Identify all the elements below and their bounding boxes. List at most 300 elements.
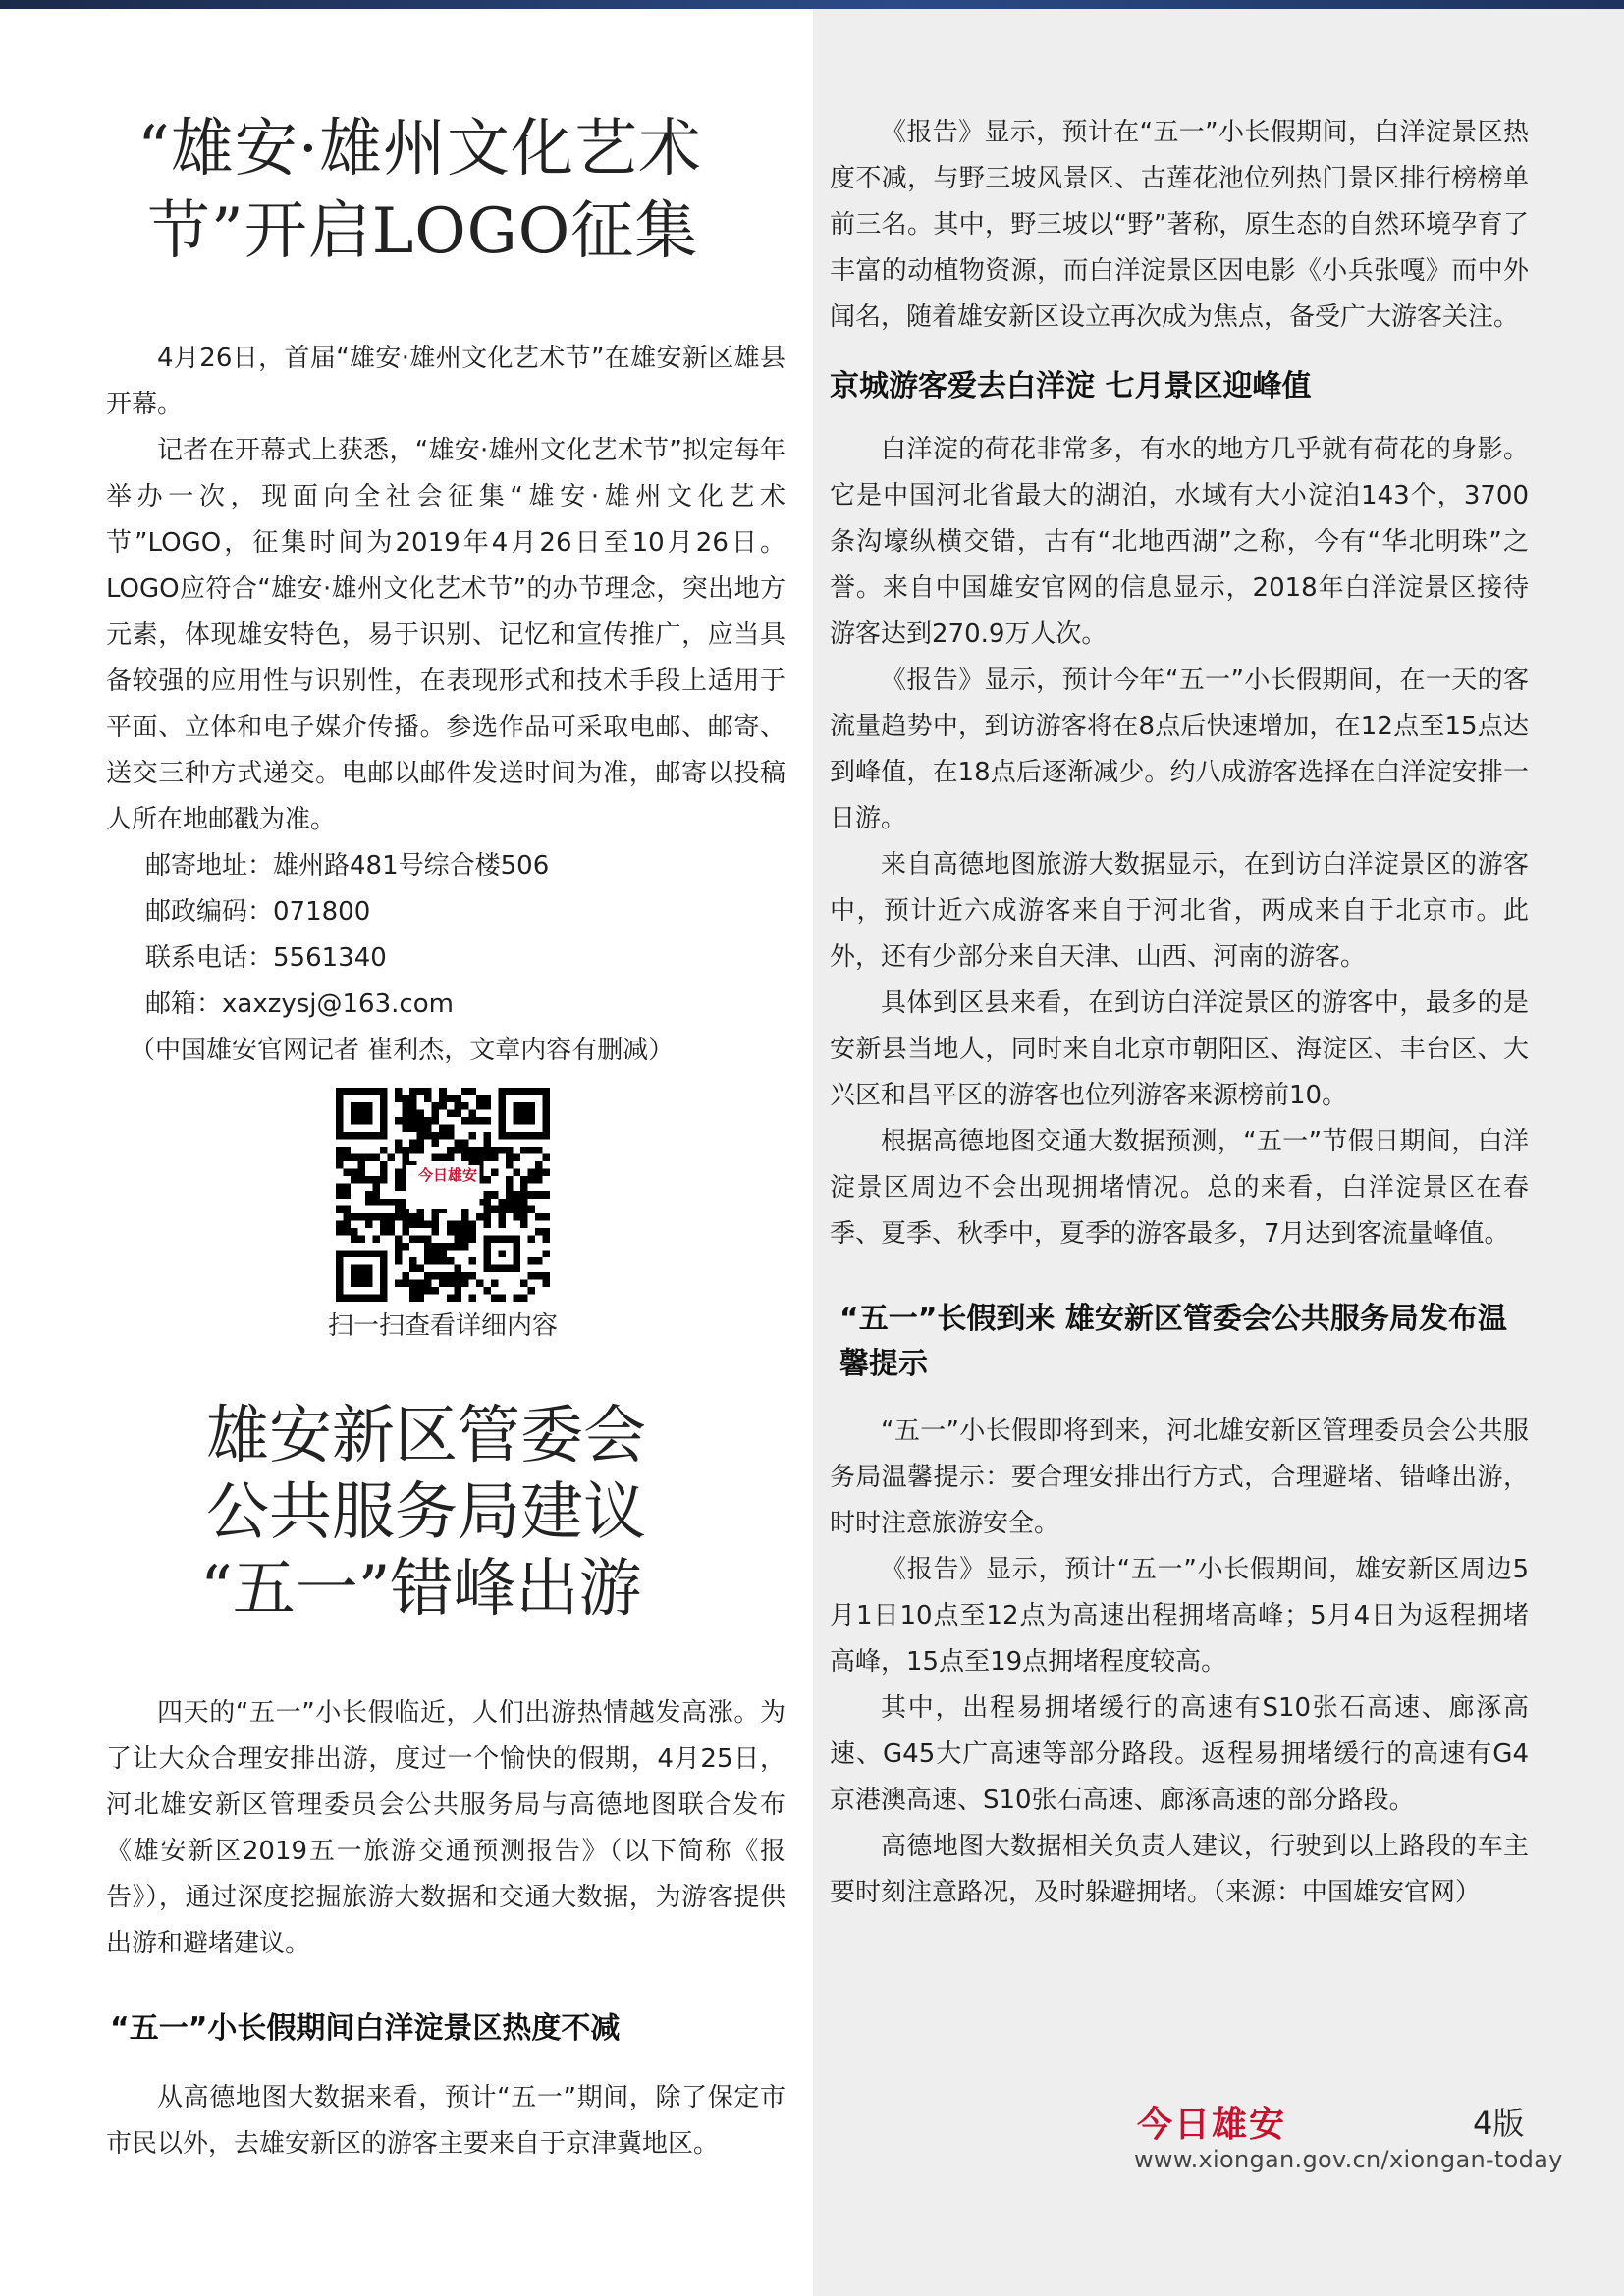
qr-module [483, 1095, 491, 1103]
section3-paragraph: 其中，出程易拥堵缓行的高速有S10张石高速、廊涿高速、G45大广高速等部分路段。返程易拥堵缓行的高速有G4京港澳高速、S10张石高速、廊涿高速的部分路段。 [830, 1693, 1529, 1815]
qr-module [388, 1199, 396, 1206]
qr-module [336, 1154, 344, 1162]
qr-module [506, 1184, 514, 1192]
qr-module [351, 1154, 358, 1162]
qr-module [409, 1213, 417, 1221]
section3-paragraph: 《报告》显示，预计“五一”小长假期间，雄安新区周边5月1日10点至12点为高速出程拥堵高峰；5月4日为返程拥堵高峰，15点至19点拥堵程度较高。 [830, 1555, 1529, 1677]
qr-module [432, 1132, 440, 1140]
qr-module [403, 1243, 410, 1251]
qr-module [388, 1213, 396, 1221]
article1-title [106, 108, 785, 273]
article2-left-body [106, 1690, 785, 2167]
qr-module [520, 1213, 528, 1221]
qr-module [483, 1147, 491, 1154]
article2-title-line2: 公共服务局建议 [206, 1476, 646, 1549]
qr-module [409, 1088, 417, 1095]
qr-module [424, 1235, 432, 1243]
qr-module [527, 1169, 535, 1177]
qr-module [447, 1095, 455, 1103]
article2-title [200, 1398, 646, 1628]
qr-module [535, 1213, 543, 1221]
qr-module [336, 1205, 344, 1213]
qr-module [373, 1176, 381, 1184]
qr-module [365, 1213, 373, 1221]
qr-module [461, 1228, 469, 1236]
qr-module [388, 1228, 396, 1236]
qr-module [468, 1294, 476, 1302]
qr-module [409, 1264, 417, 1272]
qr-module [403, 1228, 410, 1236]
section2-paragraph: 根据高德地图交通大数据预测，“五一”节假日期间，白洋淀景区周边不会出现拥堵情况。总的来看，白洋淀景区在春季、夏季、秋季中，夏季的游客最多，7月达到客流量峰值。 [830, 1127, 1529, 1249]
qr-module [395, 1257, 403, 1265]
qr-module [447, 1132, 455, 1140]
qr-module [432, 1243, 440, 1251]
qr-module [395, 1169, 403, 1177]
qr-module [395, 1184, 403, 1192]
qr-module [373, 1191, 381, 1199]
qr-module [468, 1088, 476, 1095]
qr-module [395, 1095, 403, 1103]
qr-module [424, 1117, 432, 1125]
qr-module [380, 1176, 388, 1184]
left-column [106, 108, 785, 1074]
qr-module [351, 1169, 358, 1177]
qr-module [461, 1213, 469, 1221]
qr-module [535, 1272, 543, 1280]
qr-caption: 扫一扫查看详细内容 [327, 1311, 558, 1341]
qr-module [409, 1095, 417, 1103]
qr-module [403, 1117, 410, 1125]
qr-module [417, 1220, 425, 1228]
qr-module [439, 1088, 447, 1095]
contact-address: 邮寄地址：雄州路481号综合楼506 [145, 851, 550, 881]
qr-module [344, 1169, 352, 1177]
qr-module [424, 1272, 432, 1280]
qr-module [432, 1257, 440, 1265]
qr-module [520, 1176, 528, 1184]
qr-module [424, 1287, 432, 1295]
qr-module [373, 1199, 381, 1206]
qr-module [409, 1294, 417, 1302]
qr-module [395, 1147, 403, 1154]
qr-module [344, 1228, 352, 1236]
qr-module [447, 1279, 455, 1287]
qr-module [542, 1191, 550, 1199]
qr-module [461, 1220, 469, 1228]
qr-module [527, 1257, 535, 1265]
qr-module [403, 1125, 410, 1133]
qr-module [468, 1110, 476, 1118]
section2-heading: 京城游客爱去白洋淀 七月景区迎峰值 [830, 369, 1312, 403]
qr-module [468, 1220, 476, 1228]
qr-module [498, 1213, 506, 1221]
qr-module [483, 1220, 491, 1228]
qr-module [439, 1154, 447, 1162]
qr-module [498, 1199, 506, 1206]
qr-module [344, 1147, 352, 1154]
qr-module [439, 1279, 447, 1287]
qr-module [336, 1184, 344, 1192]
qr-module [447, 1147, 455, 1154]
qr-module [520, 1199, 528, 1206]
qr-module [395, 1243, 403, 1251]
qr-module [476, 1095, 484, 1103]
qr-module [380, 1220, 388, 1228]
qr-module [432, 1102, 440, 1110]
qr-module [454, 1243, 461, 1251]
qr-module [476, 1279, 484, 1287]
qr-module [542, 1272, 550, 1280]
qr-module [351, 1213, 358, 1221]
qr-module [358, 1176, 366, 1184]
qr-module [535, 1161, 543, 1169]
qr-module [476, 1154, 484, 1162]
qr-module [491, 1169, 499, 1177]
article2-title-line3: “五一”错峰出游 [200, 1553, 642, 1626]
qr-module [527, 1147, 535, 1154]
qr-module [424, 1220, 432, 1228]
qr-module [527, 1272, 535, 1280]
qr-module [336, 1191, 344, 1199]
qr-module [424, 1243, 432, 1251]
qr-module [365, 1176, 373, 1184]
qr-module [468, 1117, 476, 1125]
qr-module [409, 1125, 417, 1133]
qr-module [424, 1095, 432, 1103]
qr-module [461, 1279, 469, 1287]
qr-module [439, 1257, 447, 1265]
qr-module [417, 1213, 425, 1221]
site-url-link[interactable]: www.xiongan.gov.cn/xiongan-today [1134, 2146, 1563, 2173]
qr-module [439, 1102, 447, 1110]
qr-module [395, 1117, 403, 1125]
qr-module [483, 1213, 491, 1221]
qr-module [409, 1147, 417, 1154]
qr-module [483, 1199, 491, 1206]
qr-module [447, 1272, 455, 1280]
qr-module [351, 1235, 358, 1243]
qr-module [476, 1147, 484, 1154]
qr-module [395, 1213, 403, 1221]
qr-module [409, 1235, 417, 1243]
qr-module [461, 1243, 469, 1251]
qr-module [395, 1199, 403, 1206]
qr-module [403, 1110, 410, 1118]
contact-postcode: 邮政编码：071800 [145, 897, 371, 927]
qr-module [373, 1184, 381, 1192]
article2-title-line1: 雄安新区管委会 [206, 1400, 646, 1472]
qr-module [506, 1161, 514, 1169]
qr-module [520, 1191, 528, 1199]
qr-module [454, 1228, 461, 1236]
qr-module [409, 1117, 417, 1125]
qr-module [395, 1140, 403, 1148]
qr-module [461, 1088, 469, 1095]
qr-module [344, 1220, 352, 1228]
qr-module [395, 1088, 403, 1095]
qr-module [432, 1117, 440, 1125]
qr-module [527, 1287, 535, 1295]
qr-module [344, 1213, 352, 1221]
qr-module [432, 1287, 440, 1295]
qr-module [439, 1250, 447, 1257]
qr-module [468, 1228, 476, 1236]
qr-module [336, 1161, 344, 1169]
qr-module [365, 1220, 373, 1228]
qr-module [468, 1154, 476, 1162]
qr-module [432, 1154, 440, 1162]
qr-module [535, 1228, 543, 1236]
qr-module [344, 1191, 352, 1199]
qr-module [417, 1294, 425, 1302]
qr-module [447, 1294, 455, 1302]
qr-module [373, 1235, 381, 1243]
qr-module [527, 1176, 535, 1184]
qr-module [365, 1154, 373, 1162]
qr-module [365, 1191, 373, 1199]
qr-module [513, 1199, 520, 1206]
qr-module [358, 1235, 366, 1243]
qr-module [439, 1125, 447, 1133]
qr-module [513, 1213, 520, 1221]
qr-module [447, 1243, 455, 1251]
qr-module [461, 1154, 469, 1162]
qr-module [454, 1279, 461, 1287]
qr-module [409, 1102, 417, 1110]
qr-module [417, 1117, 425, 1125]
qr-module [447, 1228, 455, 1236]
qr-module [520, 1220, 528, 1228]
qr-module [454, 1235, 461, 1243]
qr-module [498, 1147, 506, 1154]
article1-source: （中国雄安官网记者 崔利杰，文章内容有删减） [130, 1036, 675, 1065]
qr-center-logo: 今日雄安 [418, 1166, 478, 1184]
qr-module [424, 1125, 432, 1133]
qr-module [336, 1228, 344, 1236]
qr-module [447, 1220, 455, 1228]
qr-module [336, 1220, 344, 1228]
qr-module [520, 1205, 528, 1213]
section1-paragraph: 《报告》显示，预计在“五一”小长假期间，白洋淀景区热度不减，与野三坡风景区、古莲花池位列热门景区排行榜榜单前三名。其中，野三坡以“野”著称，原生态的自然环境孕育了丰富的动植物资源，而白洋淀景区因电影《小兵张嘎》而中外闻名，随着雄安新区设立再次成为焦点，备受广大游客关注。 [830, 118, 1529, 332]
qr-module [409, 1257, 417, 1265]
qr-module [439, 1095, 447, 1103]
qr-module [395, 1250, 403, 1257]
section3-paragraph: “五一”小长假即将到来，河北雄安新区管理委员会公共服务局温馨提示：要合理安排出行方式，合理避堵、错峰出游，时时注意旅游安全。 [830, 1416, 1529, 1538]
qr-module [424, 1279, 432, 1287]
qr-module [424, 1250, 432, 1257]
qr-module [373, 1154, 381, 1162]
qr-module [380, 1169, 388, 1177]
qr-module [498, 1205, 506, 1213]
section2-paragraph: 来自高德地图旅游大数据显示，在到访白洋淀景区的游客中，预计近六成游客来自于河北省，两成来自于北京市。此外，还有少部分来自天津、山西、河南的游客。 [830, 850, 1529, 972]
qr-module [520, 1147, 528, 1154]
qr-module [439, 1132, 447, 1140]
qr-module [542, 1235, 550, 1243]
qr-module [535, 1257, 543, 1265]
qr-module [491, 1205, 499, 1213]
qr-module [409, 1220, 417, 1228]
article1-paragraph: 记者在开幕式上获悉，“雄安·雄州文化艺术节”拟定每年举办一次，现面向全社会征集“雄安·雄州文化艺术节”LOGO，征集时间为2019年4月26日至10月26日。LOGO应符合“雄安·雄州文化艺术节”的办节理念，突出地方元素，体现雄安特色，易于识别、记忆和宣传推广，应当具备较强的应用性与识别性，在表现形式和技术手段上适用于平面、立体和电子媒介传播。参选作品可采取电邮、邮寄、送交三种方式递交。电邮以邮件发送时间为准，邮寄以投稿人所在地邮戳为准。 [106, 436, 785, 834]
qr-code[interactable] [336, 1088, 550, 1302]
qr-module [454, 1220, 461, 1228]
qr-module [454, 1095, 461, 1103]
section3-heading: “五一”长假到来 雄安新区管委会公共服务局发布温馨提示 [839, 1302, 1507, 1381]
qr-module [542, 1228, 550, 1236]
qr-module [447, 1125, 455, 1133]
qr-module [403, 1102, 410, 1110]
qr-module [409, 1110, 417, 1118]
qr-module [454, 1264, 461, 1272]
qr-module [542, 1279, 550, 1287]
qr-module [454, 1147, 461, 1154]
qr-module [447, 1154, 455, 1162]
qr-module [336, 1147, 344, 1154]
qr-module [483, 1191, 491, 1199]
qr-module [417, 1125, 425, 1133]
qr-module [542, 1213, 550, 1221]
qr-module [476, 1117, 484, 1125]
qr-module [403, 1213, 410, 1221]
qr-module [395, 1235, 403, 1243]
qr-module [468, 1272, 476, 1280]
qr-module [417, 1287, 425, 1295]
qr-module [520, 1184, 528, 1192]
qr-module [506, 1191, 514, 1199]
article1-paragraph: 4月26日，首届“雄安·雄州文化艺术节”在雄安新区雄县开幕。 [106, 344, 785, 419]
qr-module [432, 1272, 440, 1280]
qr-module [439, 1272, 447, 1280]
qr-module [483, 1176, 491, 1184]
qr-module [432, 1140, 440, 1148]
top-color-bar [0, 0, 1624, 9]
qr-module [513, 1154, 520, 1162]
qr-module [461, 1117, 469, 1125]
section1-heading: “五一”小长假期间白洋淀景区热度不减 [110, 2011, 621, 2046]
qr-module [358, 1161, 366, 1169]
qr-module [403, 1279, 410, 1287]
qr-module [417, 1235, 425, 1243]
qr-module [491, 1154, 499, 1162]
qr-module [506, 1205, 514, 1213]
qr-module [513, 1191, 520, 1199]
qr-module [483, 1132, 491, 1140]
section2-paragraph: 《报告》显示，预计今年“五一”小长假期间，在一天的客流量趋势中，到访游客将在8点后快速增加，在12点至15点达到峰值，在18点后逐渐减少。约八成游客选择在白洋淀安排一日游。 [830, 666, 1529, 833]
qr-module [542, 1154, 550, 1162]
qr-module [454, 1294, 461, 1302]
qr-module [520, 1279, 528, 1287]
qr-module [380, 1147, 388, 1154]
article1-title-line2: 节”开启LOGO征集 [147, 195, 699, 268]
section3-paragraph: 高德地图大数据相关负责人建议，行驶到以上路段的车主要时刻注意路况，及时躲避拥堵。（来源：中国雄安官网） [830, 1832, 1529, 1907]
qr-module [403, 1095, 410, 1103]
qr-module [344, 1154, 352, 1162]
qr-module [424, 1257, 432, 1265]
qr-module [344, 1184, 352, 1192]
qr-module [491, 1147, 499, 1154]
qr-module [417, 1088, 425, 1095]
qr-module [520, 1294, 528, 1302]
article2-intro: 四天的“五一”小长假临近，人们出游热情越发高涨。为了让大众合理安排出游，度过一个愉快的假期，4月25日，河北雄安新区管理委员会公共服务局与高德地图联合发布《雄安新区2019五一旅游交通预测报告》（以下简称《报告》），通过深度挖掘旅游大数据和交通大数据，为游客提供出游和避堵建议。 [106, 1698, 785, 1958]
qr-module [454, 1110, 461, 1118]
qr-module [432, 1110, 440, 1118]
qr-module [417, 1110, 425, 1118]
qr-module [424, 1088, 432, 1095]
qr-module [358, 1154, 366, 1162]
qr-module [468, 1132, 476, 1140]
qr-module [409, 1279, 417, 1287]
qr-code-block [320, 1088, 566, 1342]
qr-module [527, 1235, 535, 1243]
qr-module [424, 1132, 432, 1140]
qr-module [380, 1161, 388, 1169]
qr-module [491, 1279, 499, 1287]
qr-module [491, 1191, 499, 1199]
qr-module [380, 1228, 388, 1236]
qr-module [447, 1257, 455, 1265]
contact-email[interactable]: 邮箱：xaxzysj@163.com [145, 989, 454, 1019]
page-number: 4版 [1473, 2105, 1525, 2142]
qr-module [498, 1220, 506, 1228]
qr-module [535, 1191, 543, 1199]
qr-module [506, 1176, 514, 1184]
qr-module [358, 1169, 366, 1177]
qr-module [395, 1205, 403, 1213]
qr-module [403, 1147, 410, 1154]
brand-logo: 今日雄安 [1137, 2104, 1287, 2145]
qr-module [483, 1102, 491, 1110]
qr-module [498, 1294, 506, 1302]
article1-title-line1: “雄安·雄州文化艺术 [137, 113, 703, 186]
qr-module [395, 1176, 403, 1184]
qr-module [461, 1147, 469, 1154]
qr-module [506, 1199, 514, 1206]
qr-module [417, 1140, 425, 1148]
qr-module [388, 1220, 396, 1228]
qr-module [483, 1205, 491, 1213]
qr-module [506, 1147, 514, 1154]
qr-module [461, 1272, 469, 1280]
qr-module [542, 1169, 550, 1177]
section2-paragraph: 白洋淀的荷花非常多，有水的地方几乎就有荷花的身影。它是中国河北省最大的湖泊，水域有大小淀泊143个，3700条沟壕纵横交错，古有“北地西湖”之称，今有“华北明珠”之誉。来自中国雄安官网的信息显示，2018年白洋淀景区接待游客达到270.9万人次。 [830, 435, 1529, 649]
right-column [830, 110, 1529, 1916]
qr-module [403, 1154, 410, 1162]
qr-module [513, 1294, 520, 1302]
qr-module [373, 1213, 381, 1221]
section1-paragraph: 从高德地图大数据来看，预计“五一”期间，除了保定市市民以外，去雄安新区的游客主要来自于京津冀地区。 [106, 2083, 785, 2159]
qr-module [483, 1140, 491, 1148]
qr-module [527, 1191, 535, 1199]
qr-module [513, 1205, 520, 1213]
qr-module [351, 1228, 358, 1236]
qr-module [395, 1279, 403, 1287]
qr-module [409, 1140, 417, 1148]
qr-module [403, 1272, 410, 1280]
qr-module [535, 1169, 543, 1177]
qr-module [476, 1102, 484, 1110]
qr-module [454, 1287, 461, 1295]
qr-module [417, 1147, 425, 1154]
qr-module [468, 1147, 476, 1154]
qr-module [483, 1287, 491, 1295]
qr-module [461, 1140, 469, 1148]
qr-module [432, 1213, 440, 1221]
qr-module [506, 1154, 514, 1162]
qr-module [491, 1294, 499, 1302]
qr-module [439, 1243, 447, 1251]
qr-module [409, 1287, 417, 1295]
qr-module [388, 1154, 396, 1162]
qr-module [483, 1117, 491, 1125]
